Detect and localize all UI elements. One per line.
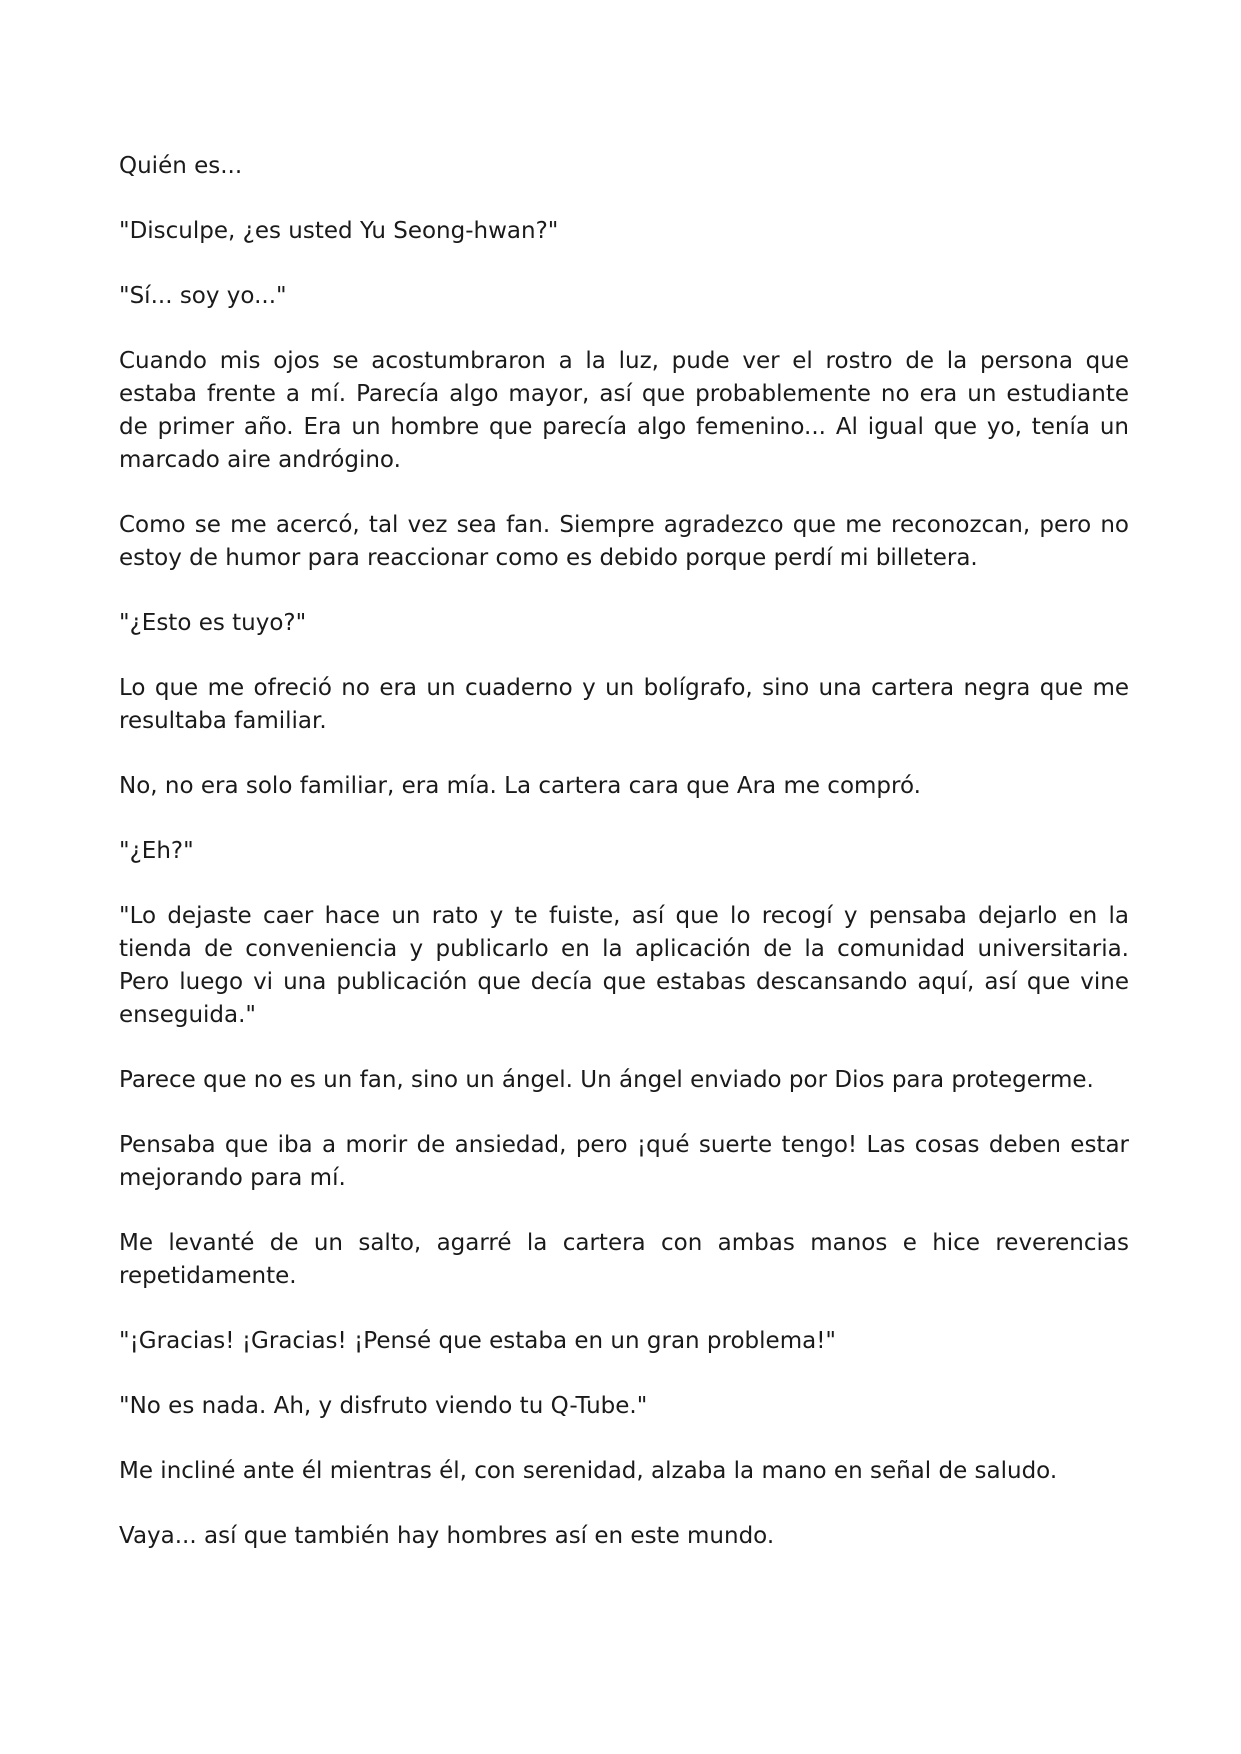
paragraph: Como se me acercó, tal vez sea fan. Siempre agradezco que me reconozcan, pero no estoy de humor para reaccionar como es debido porque perdí mi billetera. <box>119 512 1129 571</box>
paragraph: Vaya... así que también hay hombres así en este mundo. <box>119 1523 775 1549</box>
paragraph: Lo que me ofreció no era un cuaderno y un bolígrafo, sino una cartera negra que me resultaba familiar. <box>119 675 1129 734</box>
paragraph: "Disculpe, ¿es usted Yu Seong-hwan?" <box>119 218 559 244</box>
paragraph: Me levanté de un salto, agarré la cartera con ambas manos e hice reverencias repetidamente. <box>119 1230 1129 1289</box>
paragraph: "¿Eh?" <box>119 838 194 864</box>
paragraph: "¿Esto es tuyo?" <box>119 610 307 636</box>
paragraph: Parece que no es un fan, sino un ángel. Un ángel enviado por Dios para protegerme. <box>119 1067 1094 1093</box>
paragraph: Pensaba que iba a morir de ansiedad, pero ¡qué suerte tengo! Las cosas deben estar mejorando para mí. <box>119 1132 1129 1191</box>
paragraph: Quién es... <box>119 153 243 179</box>
paragraph: "¡Gracias! ¡Gracias! ¡Pensé que estaba en un gran problema!" <box>119 1328 836 1354</box>
paragraph: No, no era solo familiar, era mía. La cartera cara que Ara me compró. <box>119 773 921 799</box>
paragraph: Me incliné ante él mientras él, con serenidad, alzaba la mano en señal de saludo. <box>119 1458 1058 1484</box>
paragraph: "Lo dejaste caer hace un rato y te fuiste, así que lo recogí y pensaba dejarlo en la tienda de conveniencia y publicarlo en la aplicación de la comunidad universitaria. Pero luego vi una publicación que decía que estabas descansando aquí, así que vine enseguida." <box>119 903 1129 1028</box>
paragraph: Cuando mis ojos se acostumbraron a la luz, pude ver el rostro de la persona que estaba frente a mí. Parecía algo mayor, así que probablemente no era un estudiante de primer año. Era un hombre que parecía algo femenino... Al igual que yo, tenía un marcado aire andrógino. <box>119 348 1129 473</box>
paragraph: "Sí... soy yo..." <box>119 283 287 309</box>
document-page <box>119 150 1129 1585</box>
paragraph: "No es nada. Ah, y disfruto viendo tu Q-Tube." <box>119 1393 648 1419</box>
